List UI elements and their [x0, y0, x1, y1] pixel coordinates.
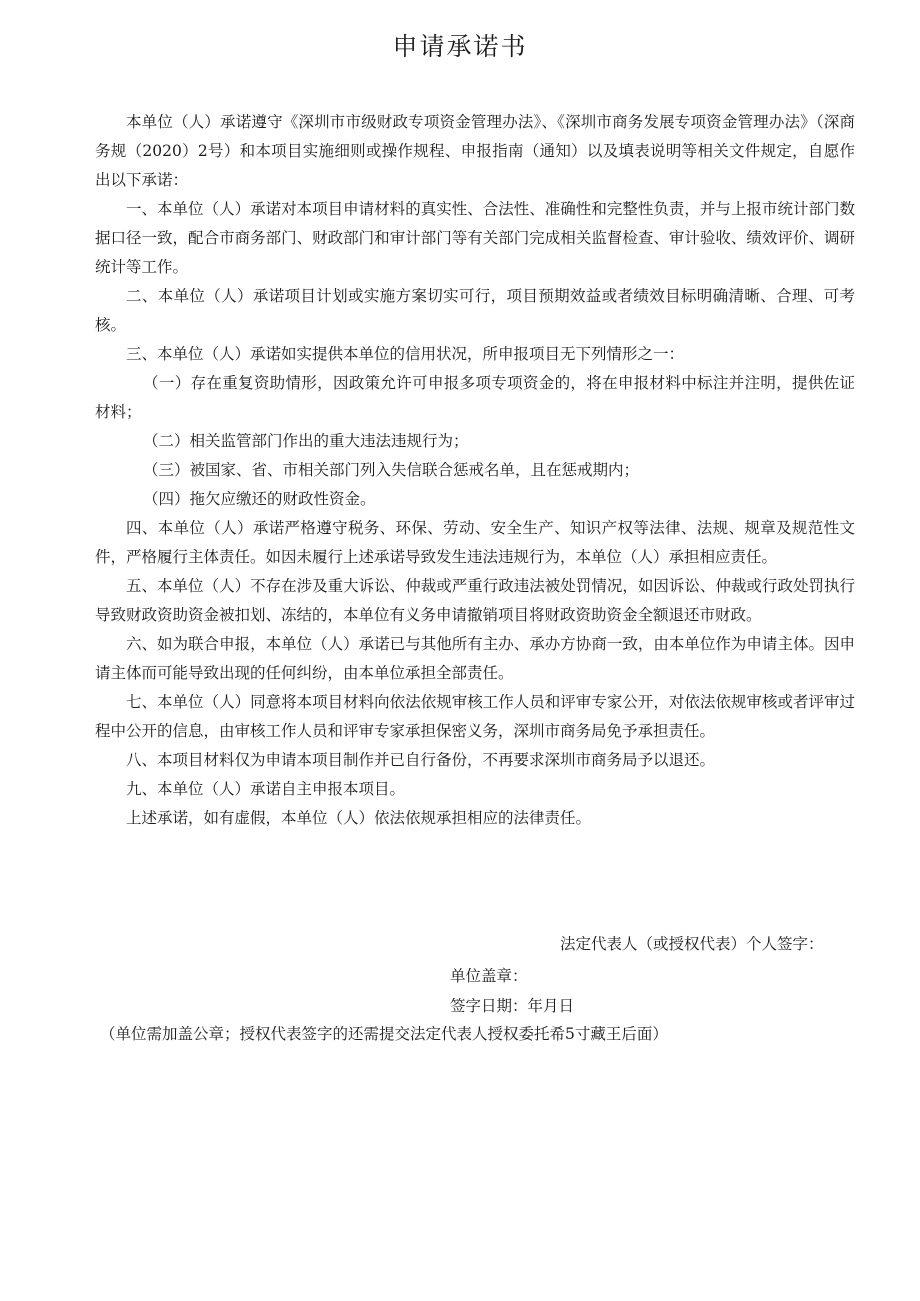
commitment-item-2: 二、本单位（人）承诺项目计划或实施方案切实可行，项目预期效益或者绩效目标明确清晰、合理、可考核。	[95, 287, 855, 334]
commitment-item-7: 七、本单位（人）同意将本项目材料向依法依规审核工作人员和评审专家公开，对依法依规审核或者评审过程中公开的信息，由审核工作人员和评审专家承担保密义务，深圳市商务局免予承担责任。	[95, 693, 855, 740]
signature-date-label: 签字日期：年月日	[450, 997, 575, 1015]
commitment-subitem-3: （三）被国家、省、市相关部门列入失信联合惩戒名单，且在惩戒期内；	[143, 461, 640, 479]
commitment-item-6: 六、如为联合申报，本单位（人）承诺已与其他所有主办、承办方协商一致，由本单位作为申请主体。因申请主体而可能导致出现的任何纠纷，由本单位承担全部责任。	[95, 635, 855, 682]
representative-signature-label: 法定代表人（或授权代表）个人签字：	[560, 935, 824, 953]
commitment-subitem-2: （二）相关监管部门作出的重大违法违规行为；	[143, 432, 469, 450]
seal-note: （单位需加盖公章；授权代表签字的还需提交法定代表人授权委托希5寸藏王后面）	[100, 1025, 668, 1043]
commitment-item-9: 九、本单位（人）承诺自主申报本项目。	[126, 780, 406, 798]
commitment-item-1: 一、本单位（人）承诺对本项目申请材料的真实性、合法性、准确性和完整性负责，并与上报市统计部门数据口径一致，配合市商务部门、财政部门和审计部门等有关部门完成相关监督检查、审计验收、绩效评价、调研统计等工作。	[95, 200, 855, 276]
commitment-subitem-1: （一）存在重复资助情形，因政策允许可申报多项专项资金的，将在申报材料中标注并注明，提供佐证材料；	[95, 374, 855, 421]
document-title: 申请承诺书	[392, 32, 528, 61]
commitment-item-3: 三、本单位（人）承诺如实提供本单位的信用状况，所申报项目无下列情形之一：	[126, 345, 685, 363]
commitment-item-5: 五、本单位（人）不存在涉及重大诉讼、仲裁或严重行政违法被处罚情况，如因诉讼、仲裁或行政处罚执行导致财政资助资金被扣划、冻结的，本单位有义务申请撤销项目将财政资助资金全额退还市财政。	[95, 577, 855, 624]
unit-seal-label: 单位盖章：	[450, 967, 528, 985]
commitment-item-4: 四、本单位（人）承诺严格遵守税务、环保、劳动、安全生产、知识产权等法律、法规、规章及规范性文件，严格履行主体责任。如因未履行上述承诺导致发生违法违规行为，本单位（人）承担相应责任。	[95, 519, 855, 566]
commitment-body	[95, 108, 855, 833]
closing-statement: 上述承诺，如有虚假，本单位（人）依法依规承担相应的法律责任。	[126, 809, 592, 827]
commitment-item-8: 八、本项目材料仅为申请本项目制作并已自行备份，不再要求深圳市商务局予以退还。	[126, 751, 716, 769]
commitment-subitem-4: （四）拖欠应缴还的财政性资金。	[143, 490, 376, 508]
intro-paragraph: 本单位（人）承诺遵守《深圳市市级财政专项资金管理办法》、《深圳市商务发展专项资金管理办法》（深商务规（2020）2号）和本项目实施细则或操作规程、申报指南（通知）以及填表说明等相关文件规定，自愿作出以下承诺：	[95, 113, 855, 189]
